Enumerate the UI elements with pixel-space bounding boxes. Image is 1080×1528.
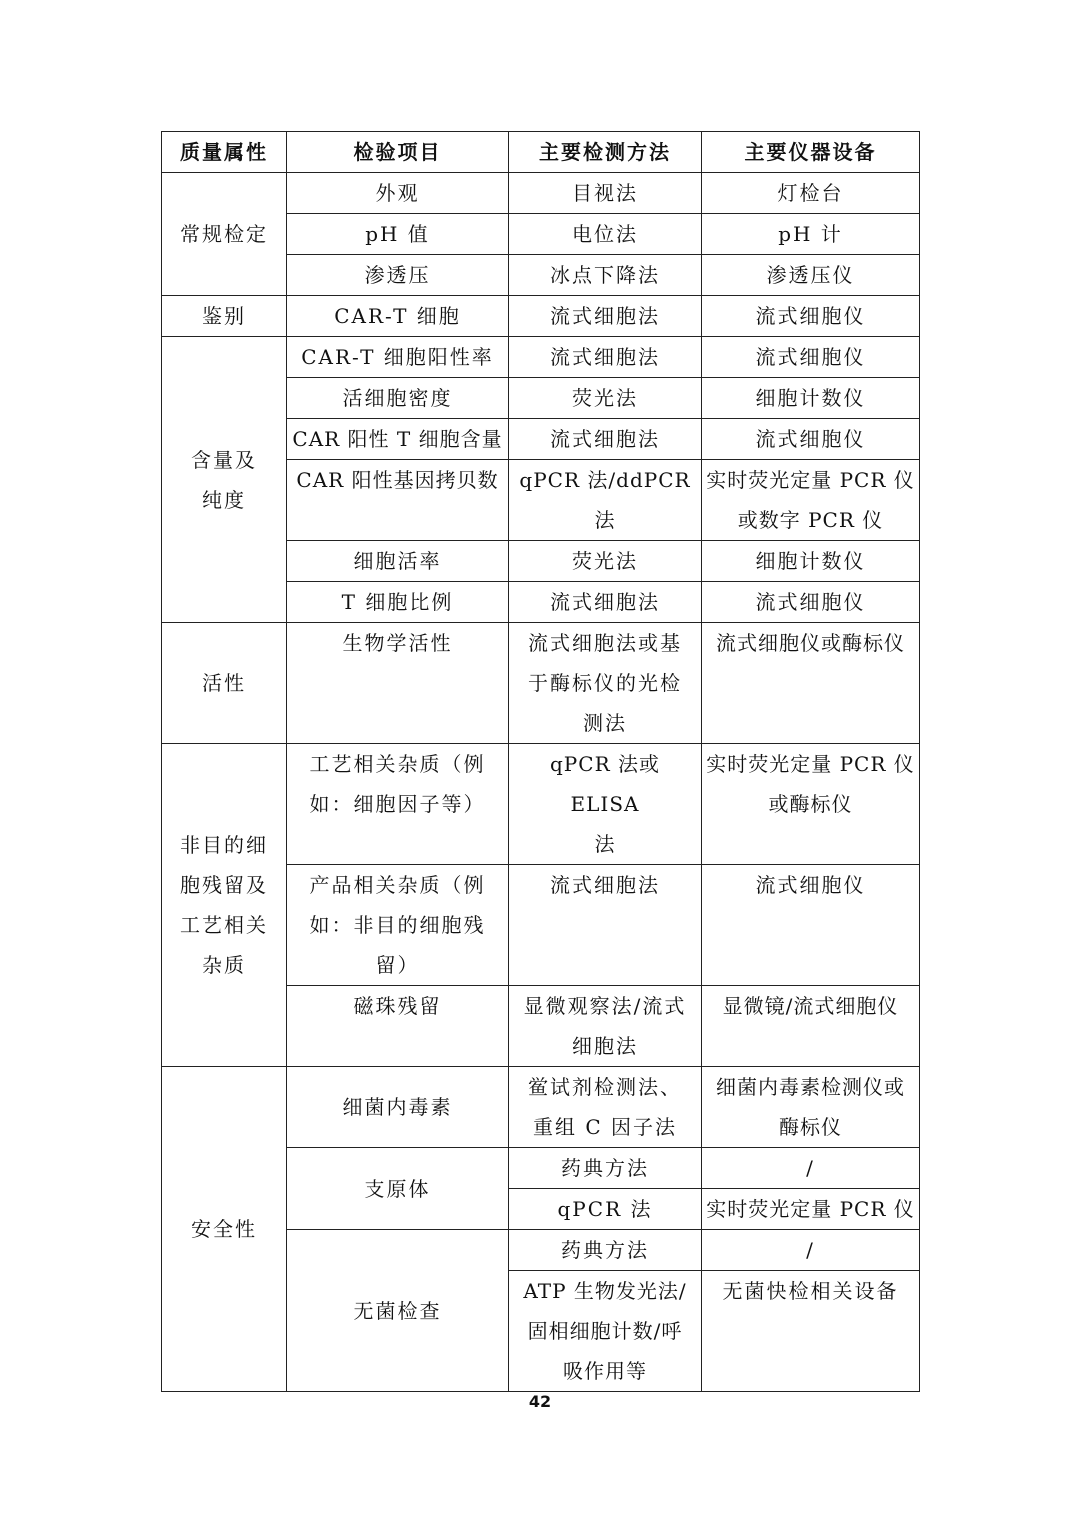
- cell-instrument: 细胞计数仪: [702, 541, 920, 582]
- cell-instrument: 无菌快检相关设备: [702, 1271, 920, 1392]
- cell-item: CAR 阳性 T 细胞含量: [287, 419, 509, 460]
- cell-item: 无菌检查: [287, 1230, 509, 1392]
- cell-item: 细菌内毒素: [287, 1067, 509, 1148]
- cell-item: 细胞活率: [287, 541, 509, 582]
- table-header-row: [162, 132, 920, 173]
- cell-instrument: 流式细胞仪或酶标仪: [702, 623, 920, 744]
- cell-method: 药典方法: [509, 1148, 702, 1189]
- cell-method: 流式细胞法: [509, 419, 702, 460]
- cell-method: 流式细胞法: [509, 582, 702, 623]
- table-row: [162, 623, 920, 744]
- cell-method: qPCR 法/ddPCR 法: [509, 460, 702, 541]
- page-number: 42: [528, 1392, 552, 1411]
- header-test-item: 检验项目: [287, 132, 509, 173]
- cell-method: 荧光法: [509, 541, 702, 582]
- cell-method: 目视法: [509, 173, 702, 214]
- table-row: [162, 173, 920, 214]
- cell-method: 显微观察法/流式 细胞法: [509, 986, 702, 1067]
- cell-instrument: 流式细胞仪: [702, 865, 920, 986]
- cell-method: 流式细胞法: [509, 865, 702, 986]
- cell-instrument: /: [702, 1148, 920, 1189]
- cell-item: pH 值: [287, 214, 509, 255]
- cell-instrument: pH 计: [702, 214, 920, 255]
- cell-instrument: 实时荧光定量 PCR 仪: [702, 1189, 920, 1230]
- quality-attributes-table: [161, 131, 920, 1392]
- table-row: [162, 744, 920, 865]
- cell-method: 流式细胞法: [509, 296, 702, 337]
- table-row: [162, 1067, 920, 1148]
- header-main-method: 主要检测方法: [509, 132, 702, 173]
- cell-instrument: 流式细胞仪: [702, 582, 920, 623]
- group-activity: 活性: [162, 623, 287, 744]
- cell-instrument: 灯检台: [702, 173, 920, 214]
- cell-method: 荧光法: [509, 378, 702, 419]
- group-impurities: 非目的细 胞残留及 工艺相关 杂质: [162, 744, 287, 1067]
- cell-item: 工艺相关杂质（例 如：细胞因子等）: [287, 744, 509, 865]
- cell-item: CAR-T 细胞: [287, 296, 509, 337]
- cell-method: qPCR 法或 ELISA 法: [509, 744, 702, 865]
- cell-method: 电位法: [509, 214, 702, 255]
- group-safety: 安全性: [162, 1067, 287, 1392]
- cell-item: 外观: [287, 173, 509, 214]
- cell-method: 鲎试剂检测法、 重组 C 因子法: [509, 1067, 702, 1148]
- cell-item: 支原体: [287, 1148, 509, 1230]
- header-quality-attribute: 质量属性: [162, 132, 287, 173]
- cell-item: CAR 阳性基因拷贝数: [287, 460, 509, 541]
- cell-method: ATP 生物发光法/ 固相细胞计数/呼 吸作用等: [509, 1271, 702, 1392]
- group-content-purity: 含量及 纯度: [162, 337, 287, 623]
- table-row: [162, 296, 920, 337]
- cell-instrument: 细菌内毒素检测仪或 酶标仪: [702, 1067, 920, 1148]
- table-row: [162, 337, 920, 378]
- header-main-instrument: 主要仪器设备: [702, 132, 920, 173]
- cell-instrument: 流式细胞仪: [702, 419, 920, 460]
- cell-item: CAR-T 细胞阳性率: [287, 337, 509, 378]
- cell-item: 生物学活性: [287, 623, 509, 744]
- cell-instrument: 实时荧光定量 PCR 仪 或酶标仪: [702, 744, 920, 865]
- group-routine: 常规检定: [162, 173, 287, 296]
- cell-instrument: 细胞计数仪: [702, 378, 920, 419]
- cell-instrument: 显微镜/流式细胞仪: [702, 986, 920, 1067]
- cell-method: qPCR 法: [509, 1189, 702, 1230]
- cell-method: 流式细胞法: [509, 337, 702, 378]
- cell-instrument: /: [702, 1230, 920, 1271]
- cell-instrument: 渗透压仪: [702, 255, 920, 296]
- cell-item: 磁珠残留: [287, 986, 509, 1067]
- cell-instrument: 实时荧光定量 PCR 仪 或数字 PCR 仪: [702, 460, 920, 541]
- group-identification: 鉴别: [162, 296, 287, 337]
- cell-method: 冰点下降法: [509, 255, 702, 296]
- cell-item: 活细胞密度: [287, 378, 509, 419]
- cell-item: 产品相关杂质（例 如：非目的细胞残 留）: [287, 865, 509, 986]
- cell-method: 药典方法: [509, 1230, 702, 1271]
- cell-instrument: 流式细胞仪: [702, 296, 920, 337]
- cell-instrument: 流式细胞仪: [702, 337, 920, 378]
- cell-item: 渗透压: [287, 255, 509, 296]
- cell-method: 流式细胞法或基 于酶标仪的光检 测法: [509, 623, 702, 744]
- cell-item: T 细胞比例: [287, 582, 509, 623]
